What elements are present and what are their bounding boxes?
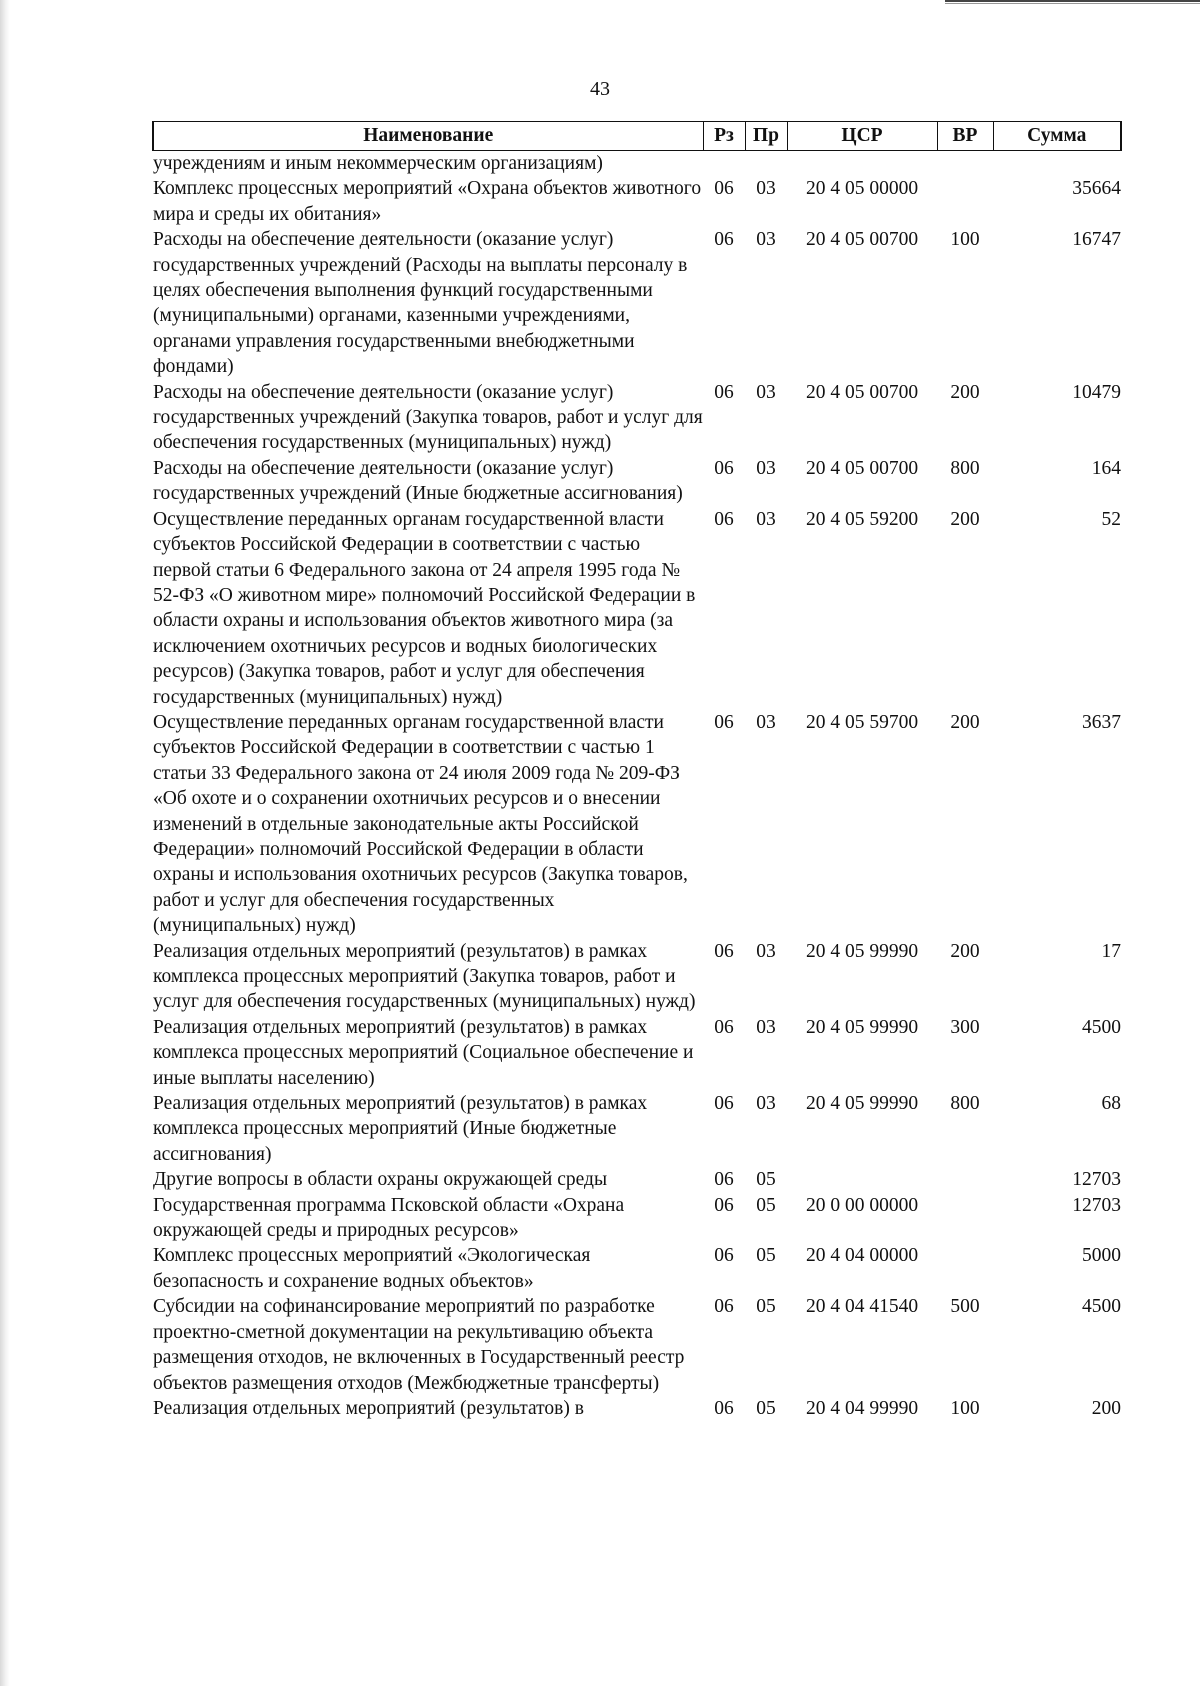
row-csr: 20 4 04 00000 bbox=[805, 1245, 919, 1267]
row-csr: 20 0 00 00000 bbox=[805, 1194, 919, 1216]
row-csr: 20 4 05 00700 bbox=[805, 457, 919, 479]
table-row bbox=[153, 151, 1121, 177]
row-name: Расходы на обеспечение деятельности (оказание услуг) государственных учреждений (Иные бюджетные ассигнования) bbox=[153, 457, 683, 505]
scan-corner-line bbox=[945, 3, 1200, 4]
row-pr bbox=[745, 151, 787, 177]
row-rz: 06 bbox=[714, 1169, 734, 1191]
row-name: Осуществление переданных органам государственной власти субъектов Российской Федерации в соответствии с частью первой статьи 6 Федерального закона от 24 апреля 1995 года № 52-ФЗ «О животном мире» полномочий Российской Федерации в области охраны и использования объектов животного мира (за исключением охотничьих ресурсов и водных биологических ресурсов) (Закупка товаров, работ и услуг для обеспечения государственных (муниципальных) нужд) bbox=[153, 508, 696, 708]
row-sum: 68 bbox=[1101, 1093, 1121, 1115]
row-name: Реализация отдельных мероприятий (результатов) в рамках комплекса процессных мероприятий (Иные бюджетные ассигнования) bbox=[153, 1093, 648, 1165]
row-name: Реализация отдельных мероприятий (результатов) в рамках комплекса процессных мероприятий (Социальное обеспечение и иные выплаты населению) bbox=[153, 1016, 694, 1089]
row-vr: 800 bbox=[950, 1093, 980, 1115]
row-csr: 20 4 05 59200 bbox=[805, 508, 919, 530]
table-row bbox=[153, 1015, 1121, 1091]
row-csr: 20 4 04 41540 bbox=[805, 1296, 919, 1318]
table-body bbox=[153, 151, 1121, 1422]
table-row bbox=[153, 456, 1121, 507]
row-pr: 05 bbox=[756, 1194, 776, 1216]
row-rz: 06 bbox=[714, 711, 734, 733]
row-pr: 03 bbox=[756, 229, 776, 251]
row-sum: 16747 bbox=[1072, 229, 1121, 251]
row-name: Субсидии на софинансирование мероприятий по разработке проектно-сметной документации на рекультивацию объекта размещения отходов, не включенных в Государственный реестр объектов размещения отходов (Межбюджетные трансферты) bbox=[153, 1296, 685, 1394]
row-pr: 03 bbox=[756, 178, 776, 200]
row-sum: 3637 bbox=[1082, 711, 1121, 733]
row-sum bbox=[993, 151, 1121, 177]
row-vr: 200 bbox=[950, 940, 980, 962]
table-row bbox=[153, 1396, 1121, 1421]
row-sum: 12703 bbox=[1072, 1169, 1121, 1191]
row-pr: 03 bbox=[756, 508, 776, 530]
row-pr: 03 bbox=[756, 711, 776, 733]
row-rz: 06 bbox=[714, 1093, 734, 1115]
row-csr: 20 4 05 99990 bbox=[805, 1093, 919, 1115]
row-rz: 06 bbox=[714, 1296, 734, 1318]
row-rz: 06 bbox=[714, 457, 734, 479]
scan-edge bbox=[0, 0, 10, 1686]
header-vr: ВР bbox=[937, 122, 993, 151]
row-sum: 5000 bbox=[1082, 1245, 1121, 1267]
row-name: Расходы на обеспечение деятельности (оказание услуг) государственных учреждений (Расходы на выплаты персоналу в целях обеспечения выполнения функций государственными (муниципальными) органами, казенными учреждениями, органами управления государственными внебюджетными фондами) bbox=[153, 229, 688, 378]
header-rz: Рз bbox=[703, 122, 745, 151]
row-name: Комплекс процессных мероприятий «Охрана объектов животного мира и среды их обитания» bbox=[153, 178, 702, 225]
table-row bbox=[153, 176, 1121, 227]
header-name: Наименование bbox=[153, 122, 703, 151]
row-vr: 800 bbox=[950, 457, 980, 479]
row-csr bbox=[787, 151, 937, 177]
row-vr: 200 bbox=[950, 381, 980, 403]
row-pr: 05 bbox=[756, 1169, 776, 1191]
row-pr: 03 bbox=[756, 940, 776, 962]
table-row bbox=[153, 380, 1121, 456]
row-vr bbox=[937, 1193, 993, 1244]
row-rz: 06 bbox=[714, 229, 734, 251]
row-vr: 200 bbox=[950, 711, 980, 733]
row-name: Комплекс процессных мероприятий «Экологическая безопасность и сохранение водных объектов» bbox=[153, 1245, 591, 1292]
table-row bbox=[153, 1167, 1121, 1192]
row-rz: 06 bbox=[714, 1397, 734, 1419]
row-name: Другие вопросы в области охраны окружающей среды bbox=[153, 1169, 608, 1191]
row-csr: 20 4 05 99990 bbox=[805, 1016, 919, 1038]
row-pr: 03 bbox=[756, 1093, 776, 1115]
row-csr: 20 4 05 00700 bbox=[805, 229, 919, 251]
row-sum: 35664 bbox=[1072, 178, 1121, 200]
row-name: Расходы на обеспечение деятельности (оказание услуг) государственных учреждений (Закупка товаров, работ и услуг для обеспечения государственных (муниципальных) нужд) bbox=[153, 381, 703, 454]
row-name: Реализация отдельных мероприятий (результатов) в bbox=[153, 1397, 584, 1419]
table-row bbox=[153, 710, 1121, 939]
row-vr bbox=[937, 1243, 993, 1294]
table-row bbox=[153, 507, 1121, 710]
row-pr: 05 bbox=[756, 1245, 776, 1267]
row-pr: 03 bbox=[756, 381, 776, 403]
row-sum: 4500 bbox=[1082, 1016, 1121, 1038]
row-rz bbox=[703, 151, 745, 177]
row-rz: 06 bbox=[714, 1016, 734, 1038]
scan-corner-line bbox=[945, 0, 1200, 2]
row-sum: 164 bbox=[1091, 457, 1121, 479]
row-name: Осуществление переданных органам государственной власти субъектов Российской Федерации в соответствии с частью 1 статьи 33 Федерального закона от 24 июля 2009 года № 209-ФЗ «Об охоте и о сохранении охотничьих ресурсов и о внесении изменений в отдельные законодательные акты Российской Федерации» полномочий Российской Федерации в области охраны и использования охотничьих ресурсов (Закупка товаров, работ и услуг для обеспечения государственных (муниципальных) нужд) bbox=[153, 711, 688, 937]
row-sum: 10479 bbox=[1072, 381, 1121, 403]
table-row bbox=[153, 1294, 1121, 1396]
row-vr bbox=[937, 151, 993, 177]
row-vr bbox=[937, 1167, 993, 1192]
row-sum: 52 bbox=[1101, 508, 1121, 530]
table-row bbox=[153, 1243, 1121, 1294]
table-row bbox=[153, 1193, 1121, 1244]
table-row bbox=[153, 227, 1121, 379]
row-rz: 06 bbox=[714, 1245, 734, 1267]
row-csr: 20 4 04 99990 bbox=[805, 1397, 919, 1419]
row-sum: 200 bbox=[1091, 1397, 1121, 1419]
row-vr: 200 bbox=[950, 508, 980, 530]
row-rz: 06 bbox=[714, 508, 734, 530]
row-name: Реализация отдельных мероприятий (результатов) в рамках комплекса процессных мероприятий (Закупка товаров, работ и услуг для обеспечения государственных (муниципальных) нужд) bbox=[153, 940, 696, 1013]
row-csr bbox=[787, 1167, 937, 1192]
row-rz: 06 bbox=[714, 381, 734, 403]
row-vr: 500 bbox=[950, 1296, 980, 1318]
table-header bbox=[153, 122, 1121, 151]
row-rz: 06 bbox=[714, 1194, 734, 1216]
row-vr: 300 bbox=[950, 1016, 980, 1038]
table-row bbox=[153, 1091, 1121, 1167]
row-name: Государственная программа Псковской области «Охрана окружающей среды и природных ресурсов» bbox=[153, 1194, 625, 1242]
row-csr: 20 4 05 00700 bbox=[805, 381, 919, 403]
row-sum: 12703 bbox=[1072, 1194, 1121, 1216]
row-vr: 100 bbox=[950, 229, 980, 251]
page-number: 43 bbox=[590, 78, 610, 100]
row-sum: 4500 bbox=[1082, 1296, 1121, 1318]
row-pr: 03 bbox=[756, 457, 776, 479]
row-pr: 05 bbox=[756, 1296, 776, 1318]
header-sum: Сумма bbox=[993, 122, 1121, 151]
row-csr: 20 4 05 99990 bbox=[805, 940, 919, 962]
row-vr bbox=[937, 176, 993, 227]
row-sum: 17 bbox=[1101, 940, 1121, 962]
row-pr: 05 bbox=[756, 1397, 776, 1419]
budget-table bbox=[152, 121, 1122, 1421]
row-rz: 06 bbox=[714, 178, 734, 200]
header-pr: Пр bbox=[745, 122, 787, 151]
row-vr: 100 bbox=[950, 1397, 980, 1419]
row-rz: 06 bbox=[714, 940, 734, 962]
row-csr: 20 4 05 00000 bbox=[805, 178, 919, 200]
row-pr: 03 bbox=[756, 1016, 776, 1038]
row-name: учреждениям и иным некоммерческим организациям) bbox=[153, 153, 603, 174]
table-row bbox=[153, 939, 1121, 1015]
header-csr: ЦСР bbox=[787, 122, 937, 151]
row-csr: 20 4 05 59700 bbox=[805, 711, 919, 733]
